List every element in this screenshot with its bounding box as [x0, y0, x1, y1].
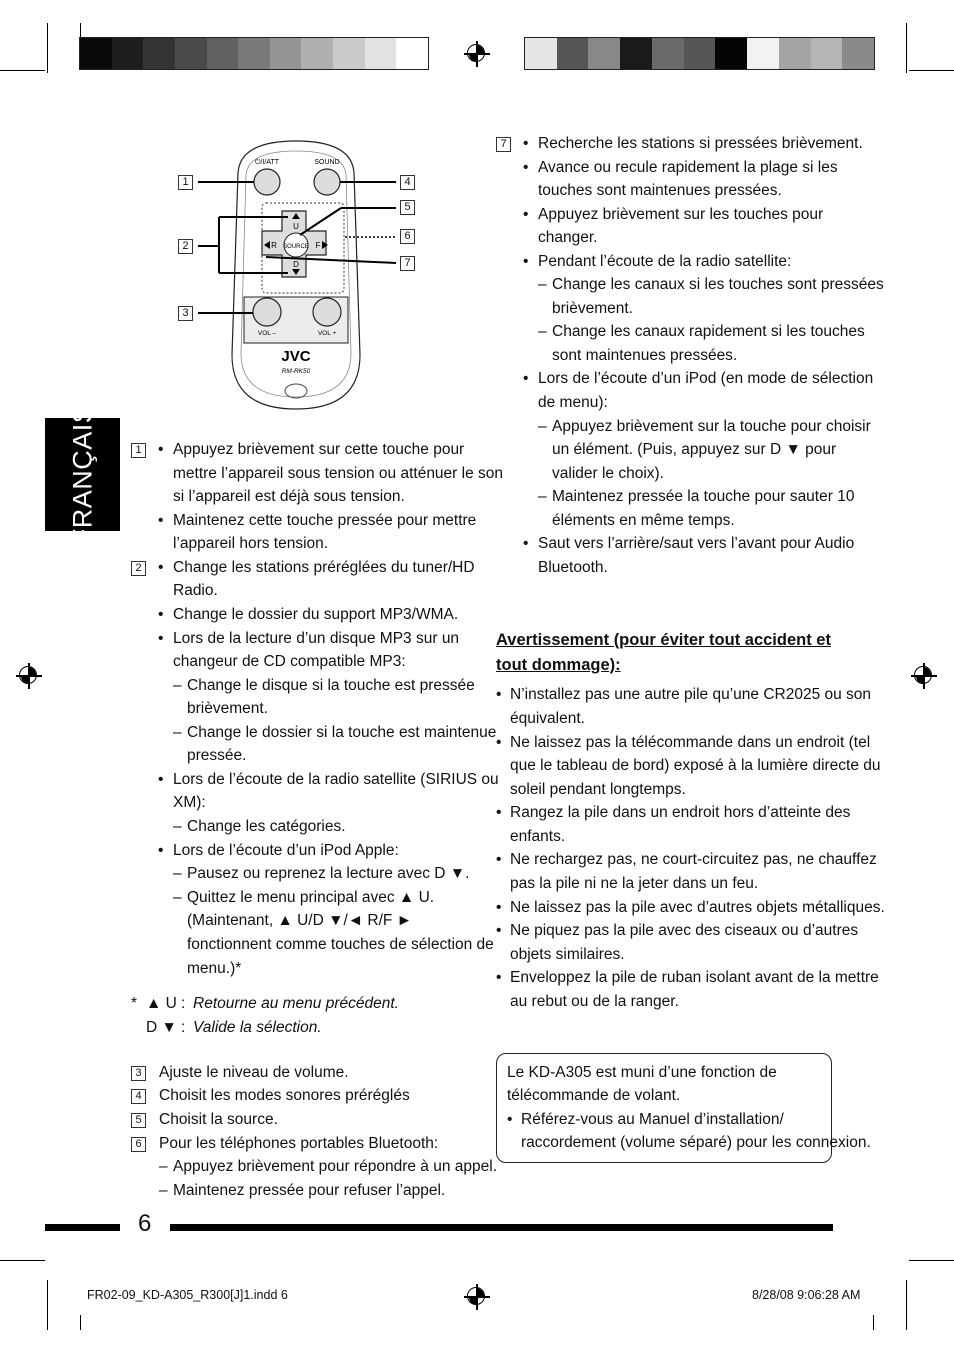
- callout-5: 5: [400, 200, 415, 215]
- brand-logo: JVC: [281, 348, 311, 365]
- crop-mark: [909, 70, 954, 71]
- item-number-4: 4: [131, 1089, 146, 1104]
- registration-mark-icon: [911, 663, 937, 689]
- text-line: Change les canaux si les touches sont pressées: [552, 276, 884, 293]
- color-swatch: [715, 38, 747, 69]
- text-line: changer.: [538, 229, 598, 246]
- color-calibration-bar-right: [524, 37, 875, 70]
- text-line: Choisit les modes sonores préréglés: [159, 1087, 410, 1104]
- color-swatch: [396, 38, 428, 69]
- text-line: objets similaires.: [510, 946, 625, 963]
- text-line: Lors de l’écoute de la radio satellite (SIRIUS ou: [173, 771, 499, 788]
- callout-6: 6: [400, 229, 415, 244]
- text-line: Maintenez cette touche pressée pour mettre: [173, 512, 477, 529]
- text-line: Change le disque si la touche est pressée: [187, 677, 475, 694]
- text-line: Ajuste le niveau de volume.: [159, 1064, 349, 1081]
- text-line: si l’appareil est déjà sous tension.: [173, 488, 405, 505]
- text-line: Ne laissez pas la télécommande dans un endroit (tel: [510, 734, 871, 751]
- registration-mark-icon: [464, 41, 490, 67]
- text-line: enfants.: [510, 828, 566, 845]
- item-number-1: 1: [131, 443, 146, 458]
- footnote-colon: :: [181, 1019, 186, 1036]
- text-line: Appuyez brièvement sur cette touche pour: [173, 441, 465, 458]
- text-line: pressée.: [187, 747, 247, 764]
- svg-text:F: F: [315, 241, 321, 250]
- text-line: Radio.: [173, 582, 218, 599]
- text-line: Maintenez pressée la touche pour sauter 10: [552, 488, 855, 505]
- text-line: valider le choix).: [552, 465, 664, 482]
- text-line: l’appareil hors tension.: [173, 535, 329, 552]
- color-swatch: [842, 38, 874, 69]
- text-line: brièvement.: [552, 300, 633, 317]
- text-line: de menu):: [538, 394, 608, 411]
- text-line: Pausez ou reprenez la lecture avec D ▼.: [187, 865, 470, 882]
- registration-mark-icon: [16, 663, 42, 689]
- text-line: Recherche les stations si pressées brièvement.: [538, 135, 863, 152]
- crop-mark: [0, 1260, 45, 1261]
- text-line: Saut vers l’arrière/saut vers l’avant pour Audio: [538, 535, 855, 552]
- color-swatch: [333, 38, 365, 69]
- page-number: 6: [138, 1210, 152, 1237]
- bottom-rule-right: [170, 1224, 833, 1231]
- color-swatch: [620, 38, 652, 69]
- warning-heading: tout dommage):: [496, 656, 621, 674]
- text-line: Référez-vous au Manuel d’installation/: [521, 1111, 784, 1128]
- vol-minus-button: [253, 298, 281, 326]
- text-line: Change les canaux rapidement si les touches: [552, 323, 865, 340]
- power-button: [254, 169, 280, 195]
- color-swatch: [779, 38, 811, 69]
- text-line: Enveloppez la pile de ruban isolant avant de la mettre: [510, 969, 879, 986]
- crop-mark: [906, 23, 907, 73]
- item-number-2: 2: [131, 561, 146, 576]
- text-line: fonctionnent comme touches de sélection de: [187, 936, 494, 953]
- text-line: Appuyez brièvement sur les touches pour: [538, 206, 824, 223]
- item-number-3: 3: [131, 1066, 146, 1081]
- crop-mark: [909, 1260, 954, 1261]
- callout-3: 3: [178, 306, 193, 321]
- registration-mark-icon: [464, 1284, 490, 1310]
- crop-mark: [80, 1315, 81, 1330]
- text-line: changeur de CD compatible MP3:: [173, 653, 406, 670]
- crop-mark: [0, 70, 45, 71]
- text-line: équivalent.: [510, 710, 585, 727]
- item-number-6: 6: [131, 1137, 146, 1152]
- text-line: Lors de la lecture d’un disque MP3 sur un: [173, 630, 460, 647]
- crop-mark: [47, 1280, 48, 1330]
- text-line: au rebut ou de la ranger.: [510, 993, 679, 1010]
- text-line: Appuyez brièvement pour répondre à un appel.: [173, 1158, 497, 1175]
- color-swatch: [207, 38, 239, 69]
- text-line: Avance ou recule rapidement la plage si les: [538, 159, 838, 176]
- power-label: ⏻/I/ATT: [254, 159, 280, 166]
- bottom-rule-left: [45, 1224, 120, 1231]
- color-swatch: [747, 38, 779, 69]
- text-line: Choisit la source.: [159, 1111, 278, 1128]
- text-line: Rangez la pile dans un endroit hors d’atteinte des: [510, 804, 851, 821]
- text-line: N’installez pas une autre pile qu’une CR2025 ou son: [510, 686, 872, 703]
- crop-mark: [47, 23, 48, 73]
- footnote-text: Valide la sélection.: [193, 1019, 322, 1036]
- text-line: XM):: [173, 794, 206, 811]
- crop-mark: [906, 1280, 907, 1330]
- text-line: Quittez le menu principal avec ▲ U.: [187, 889, 435, 906]
- text-line: Maintenez pressée pour refuser l’appel.: [173, 1182, 446, 1199]
- text-line: brièvement.: [187, 700, 268, 717]
- color-swatch: [270, 38, 302, 69]
- source-label: SOURCE: [283, 244, 309, 250]
- footnote-colon: :: [181, 995, 186, 1012]
- text-line: Lors de l’écoute d’un iPod Apple:: [173, 842, 399, 859]
- footnote-text: Retourne au menu précédent.: [193, 995, 399, 1012]
- text-line: raccordement (volume séparé) pour les connexion.: [521, 1134, 871, 1151]
- text-line: touches sont maintenues pressées.: [538, 182, 782, 199]
- text-line: que le tableau de bord) exposé à la lumière directe du: [510, 757, 881, 774]
- item-number-5: 5: [131, 1113, 146, 1128]
- text-line: Ne rechargez pas, ne court-circuitez pas, ne chauffez: [510, 851, 877, 868]
- color-swatch: [588, 38, 620, 69]
- color-swatch: [238, 38, 270, 69]
- footnote-key: ▲ U: [146, 995, 177, 1012]
- callout-1: 1: [178, 175, 193, 190]
- svg-text:D: D: [293, 260, 299, 269]
- footnote-star: *: [131, 995, 138, 1012]
- text-line: (Maintenant, ▲ U/D ▼/◄ R/F ►: [187, 912, 413, 929]
- vol-plus-button: [313, 298, 341, 326]
- color-swatch: [365, 38, 397, 69]
- text-line: Change les catégories.: [187, 818, 346, 835]
- color-swatch: [525, 38, 557, 69]
- crop-mark: [873, 1315, 874, 1330]
- sound-button: [314, 169, 340, 195]
- callout-7: 7: [400, 256, 415, 271]
- color-swatch: [557, 38, 589, 69]
- text-line: mettre l’appareil sous tension ou atténuer le son: [173, 465, 504, 482]
- text-line: un élément. (Puis, appuyez sur D ▼ pour: [552, 441, 837, 458]
- color-swatch: [80, 38, 112, 69]
- text-line: soleil pendant longtemps.: [510, 781, 686, 798]
- text-line: pas la pile ni ne la jeter dans un feu.: [510, 875, 759, 892]
- text-line: Change les stations préréglées du tuner/HD: [173, 559, 475, 576]
- text-line: Change le dossier si la touche est maintenue: [187, 724, 497, 741]
- crop-mark: [80, 23, 81, 37]
- text-line: Pour les téléphones portables Bluetooth:: [159, 1135, 439, 1152]
- svg-text:VOL –: VOL –: [257, 330, 277, 337]
- text-line: Le KD-A305 est muni d’une fonction de: [507, 1064, 777, 1081]
- footer-file: FR02-09_KD-A305_R300[J]1.indd 6: [87, 1288, 288, 1302]
- text-line: Lors de l’écoute d’un iPod (en mode de sélection: [538, 370, 874, 387]
- text-line: Ne piquez pas la pile avec des ciseaux ou d’autres: [510, 922, 859, 939]
- footnote-key: D ▼: [146, 1019, 177, 1036]
- text-line: menu.)*: [187, 960, 242, 977]
- language-tab-label: FRANÇAIS: [67, 404, 97, 545]
- color-swatch: [143, 38, 175, 69]
- text-line: Ne laissez pas la pile avec d’autres objets métalliques.: [510, 899, 885, 916]
- remote-control-illustration: [170, 135, 430, 415]
- warning-heading: Avertissement (pour éviter tout accident et: [496, 631, 831, 649]
- callout-2: 2: [178, 239, 193, 254]
- text-line: sont maintenues pressées.: [552, 347, 738, 364]
- color-swatch: [811, 38, 843, 69]
- color-swatch: [684, 38, 716, 69]
- footer-date: 8/28/08 9:06:28 AM: [752, 1288, 861, 1302]
- color-swatch: [652, 38, 684, 69]
- sound-label: SOUND: [314, 159, 340, 166]
- color-swatch: [175, 38, 207, 69]
- item-number-7: 7: [496, 137, 511, 152]
- svg-text:U: U: [293, 222, 299, 231]
- text-line: Bluetooth.: [538, 559, 608, 576]
- text-line: Pendant l’écoute de la radio satellite:: [538, 253, 792, 270]
- callout-4: 4: [400, 175, 415, 190]
- language-tab: [45, 404, 120, 545]
- color-swatch: [301, 38, 333, 69]
- text-line: télécommande de volant.: [507, 1087, 681, 1104]
- model-label: RM-RK50: [281, 368, 311, 375]
- text-line: Appuyez brièvement sur la touche pour choisir: [552, 418, 871, 435]
- color-swatch: [112, 38, 144, 69]
- svg-text:VOL +: VOL +: [317, 330, 337, 337]
- text-line: Change le dossier du support MP3/WMA.: [173, 606, 459, 623]
- text-line: éléments en même temps.: [552, 512, 735, 529]
- svg-text:R: R: [271, 241, 277, 250]
- color-calibration-bar-left: [79, 37, 429, 70]
